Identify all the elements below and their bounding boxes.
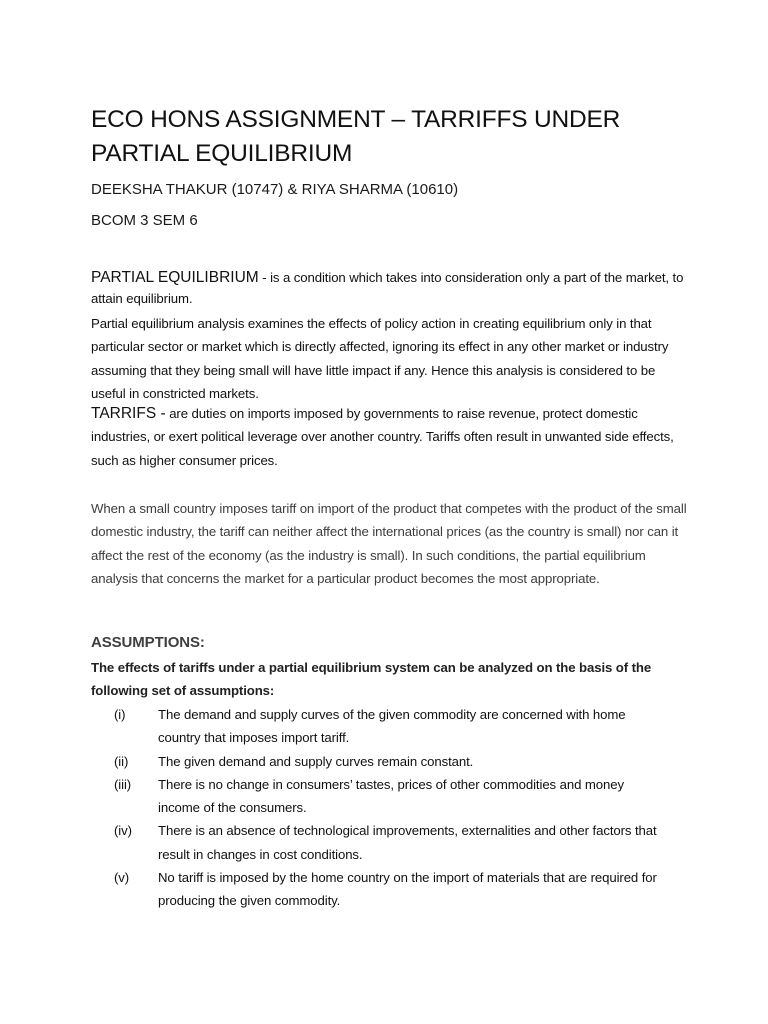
assumption-text: There is an absence of technological improvements, externalities and other factors that result in changes in cost conditions. — [158, 823, 657, 862]
assumption-number: (iii) — [114, 776, 132, 792]
assumption-number: (iv) — [114, 823, 132, 839]
small-country-paragraph: When a small country imposes tariff on import of the product that competes with the product of the small domestic industry, the tariff can neither affect the international prices (as the country is small) nor can it affect the rest of the economy (as the industry is small). In such conditions, the partial equilibrium analysis that concerns the market for a particular product becomes the most appropriate. — [91, 501, 687, 586]
assumption-item — [91, 703, 691, 750]
assumption-text: No tariff is imposed by the home country on the import of materials that are required for producing the given commodity. — [158, 870, 657, 909]
tarrifs-term: TARRIFS - — [91, 405, 166, 422]
partial-equilibrium-definition — [91, 267, 691, 309]
assumption-text: There is no change in consumers’ tastes, prices of other commodities and money income of the consumers. — [158, 776, 624, 816]
assumption-text: The given demand and supply curves remain constant. — [158, 753, 474, 769]
assumption-item — [91, 750, 691, 773]
assumption-number: (ii) — [114, 753, 129, 769]
assumption-text: The demand and supply curves of the given commodity are concerned with home country that imposes import tariff. — [158, 707, 626, 746]
assumptions-heading: ASSUMPTIONS: — [91, 634, 205, 651]
assumption-item — [91, 773, 691, 820]
author-line: DEEKSHA THAKUR (10747) & RIYA SHARMA (10610) — [91, 181, 459, 198]
document-title: ECO HONS ASSIGNMENT – TARRIFFS UNDER PARTIAL EQUILIBRIUM — [91, 106, 621, 167]
assumptions-intro: The effects of tariffs under a partial equilibrium system can be analyzed on the basis of the following set of assumptions: — [91, 660, 652, 699]
partial-equilibrium-paragraph: Partial equilibrium analysis examines the effects of policy action in creating equilibrium only in that particular sector or market which is directly affected, ignoring its effect in any other market or industry assuming that they being small will have little impact if any. Hence this analysis is considered to be useful in constricted markets. — [91, 316, 669, 401]
assumption-item — [91, 819, 691, 866]
assumptions-list — [91, 703, 691, 913]
assumption-number: (v) — [114, 870, 130, 886]
tarrifs-definition-text: are duties on imports imposed by governments to raise revenue, protect domestic industries, or exert political leverage over another country. Tariffs often result in unwanted side effects, such as higher consumer prices. — [91, 406, 674, 468]
assumption-item — [91, 866, 691, 913]
partial-equilibrium-term: PARTIAL EQUILIBRIUM — [91, 269, 259, 286]
partial-equilibrium-definition-text: - is a condition which takes into consideration only a part of the market, to attain equilibrium. — [91, 270, 684, 306]
course-line: BCOM 3 SEM 6 — [91, 212, 198, 229]
assumption-number: (i) — [114, 707, 126, 722]
tarrifs-definition — [91, 402, 691, 472]
